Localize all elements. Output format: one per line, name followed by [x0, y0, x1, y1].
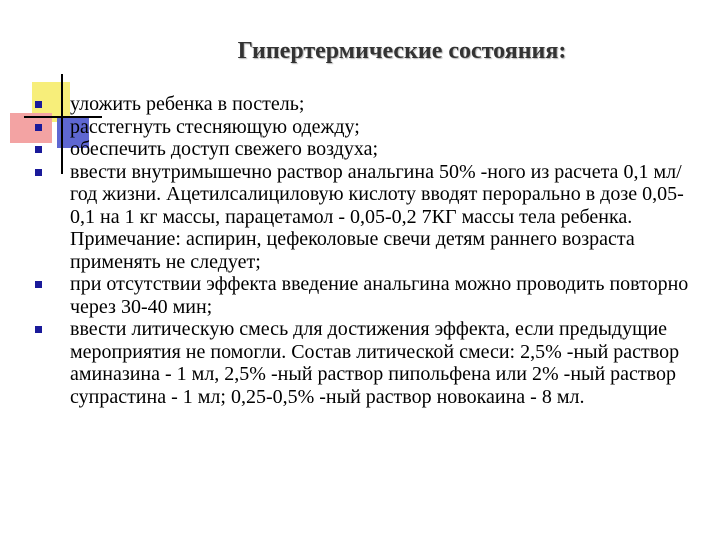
- square-bullet-icon: [35, 124, 42, 131]
- bullet-item: [30, 318, 702, 408]
- square-bullet-icon: [35, 326, 42, 333]
- bullet-text: уложить ребенка в постель;: [70, 93, 305, 115]
- bullet-text: ввести внутримышечно раствор анальгина 50% -ного из расчета 0,1 мл/год жизни. Ацетилсалициловую кислоту вводят перорально в дозе 0,05-0,1 на 1 кг массы, парацетамол - 0,05-0,2 7КГ массы тела ребенка. Примечание: аспирин, цефеколовые свечи детям раннего возраста применять не следует;: [70, 160, 684, 273]
- bullet-item: [30, 93, 702, 116]
- bullet-text: ввести литическую смесь для достижения эффекта, если предыдущие мероприятия не помогли. Состав литической смеси: 2,5% -ный раствор аминазина - 1 мл, 2,5% -ный раствор пипольфена или 2% -ный раствор супрастина - 1 мл; 0,25-0,5% -ный раствор новокаина - 8 мл.: [70, 318, 680, 408]
- bullet-item: [30, 161, 702, 274]
- square-bullet-icon: [35, 281, 42, 288]
- square-bullet-icon: [35, 101, 42, 108]
- bullet-text: при отсутствии эффекта введение анальгина можно проводить повторно через 30-40 мин;: [70, 273, 689, 318]
- bullet-text: расстегнуть стесняющую одежду;: [70, 115, 360, 138]
- bullet-item: [30, 138, 702, 161]
- bullet-list: [30, 93, 702, 408]
- bullet-text: обеспечить доступ свежего воздуха;: [70, 138, 379, 160]
- square-bullet-icon: [35, 169, 42, 176]
- slide-title: Гипертермические состояния:: [237, 38, 567, 64]
- bullet-item: [30, 273, 702, 318]
- square-bullet-icon: [35, 146, 42, 153]
- bullet-item: [30, 116, 702, 139]
